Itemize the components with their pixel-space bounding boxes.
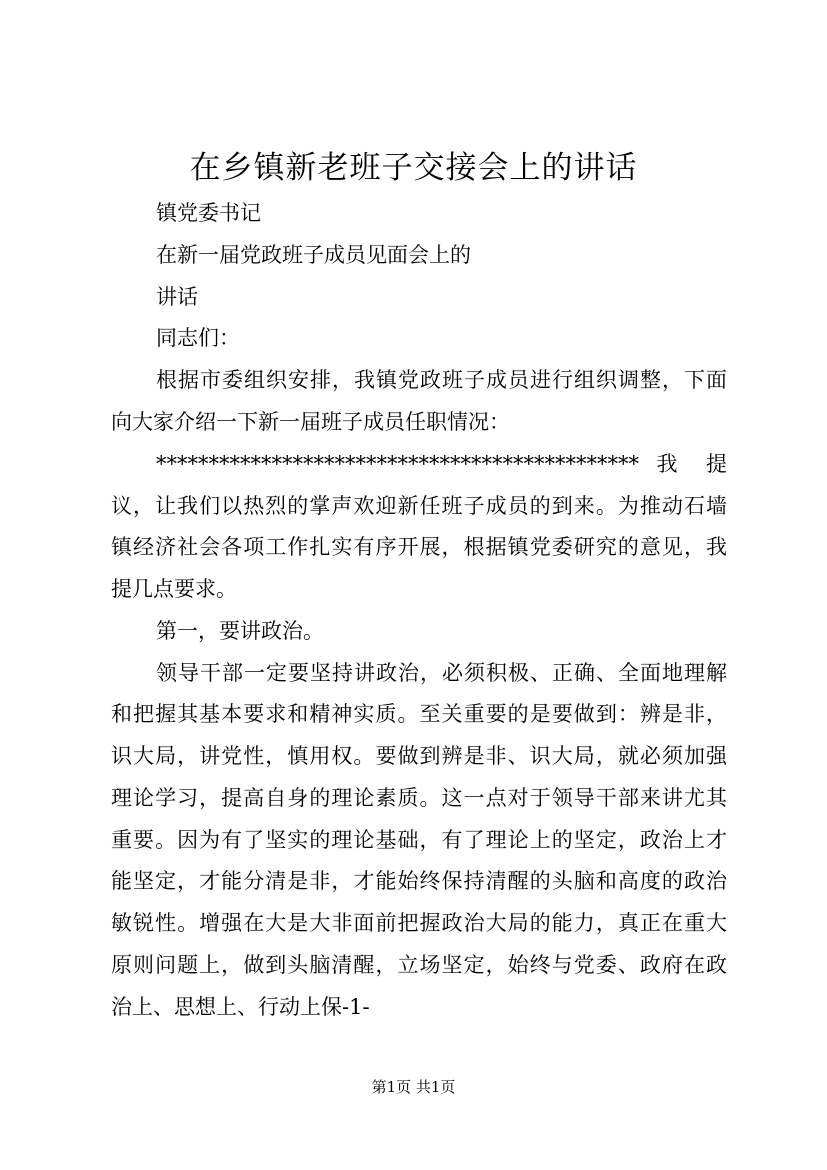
paragraph-line: 根据市委组织安排，我镇党政班子成员进行组织调整，下面 bbox=[156, 368, 727, 392]
speaker-line: 镇党委书记 bbox=[156, 201, 261, 225]
paragraph-line: 和把握其基本要求和精神实质。至关重要的是要做到：辨是非， bbox=[111, 702, 727, 726]
paragraph-line: 领导干部一定要坚持讲政治，必须积极、正确、全面地理解 bbox=[156, 661, 727, 685]
paragraph-line: 提几点要求。 bbox=[111, 577, 237, 601]
paragraph-line: 治上、思想上、行动上保-1- bbox=[111, 995, 370, 1019]
paragraph-line: 议，让我们以热烈的掌声欢迎新任班子成员的到来。为推动石墙 bbox=[111, 494, 727, 518]
occasion-line-continued: 讲话 bbox=[156, 285, 198, 309]
paragraph-line: 原则问题上，做到头脑清醒，立场坚定，始终与党委、政府在政 bbox=[111, 953, 727, 977]
paragraph-line: ********************************************** 我 提 bbox=[156, 452, 727, 476]
paragraph-line: 向大家介绍一下新一届班子成员任职情况： bbox=[111, 410, 510, 434]
paragraph-line: 镇经济社会各项工作扎实有序开展，根据镇党委研究的意见，我 bbox=[111, 535, 727, 559]
page-footer: 第1页 共1页 bbox=[371, 1078, 456, 1096]
paragraph-line: 识大局，讲党性，慎用权。要做到辨是非、识大局，就必须加强 bbox=[111, 744, 727, 768]
occasion-line: 在新一届党政班子成员见面会上的 bbox=[156, 243, 471, 267]
paragraph-line: 能坚定，才能分清是非，才能始终保持清醒的头脑和高度的政治 bbox=[111, 869, 727, 893]
paragraph-line: 理论学习，提高自身的理论素质。这一点对于领导干部来讲尤其 bbox=[111, 786, 727, 810]
section-heading: 第一，要讲政治。 bbox=[156, 619, 324, 643]
salutation: 同志们： bbox=[156, 326, 240, 350]
paragraph-line: 敏锐性。增强在大是大非面前把握政治大局的能力，真正在重大 bbox=[111, 911, 727, 935]
document-title: 在乡镇新老班子交接会上的讲话 bbox=[189, 150, 638, 186]
paragraph-line: 重要。因为有了坚实的理论基础，有了理论上的坚定，政治上才 bbox=[111, 828, 727, 852]
